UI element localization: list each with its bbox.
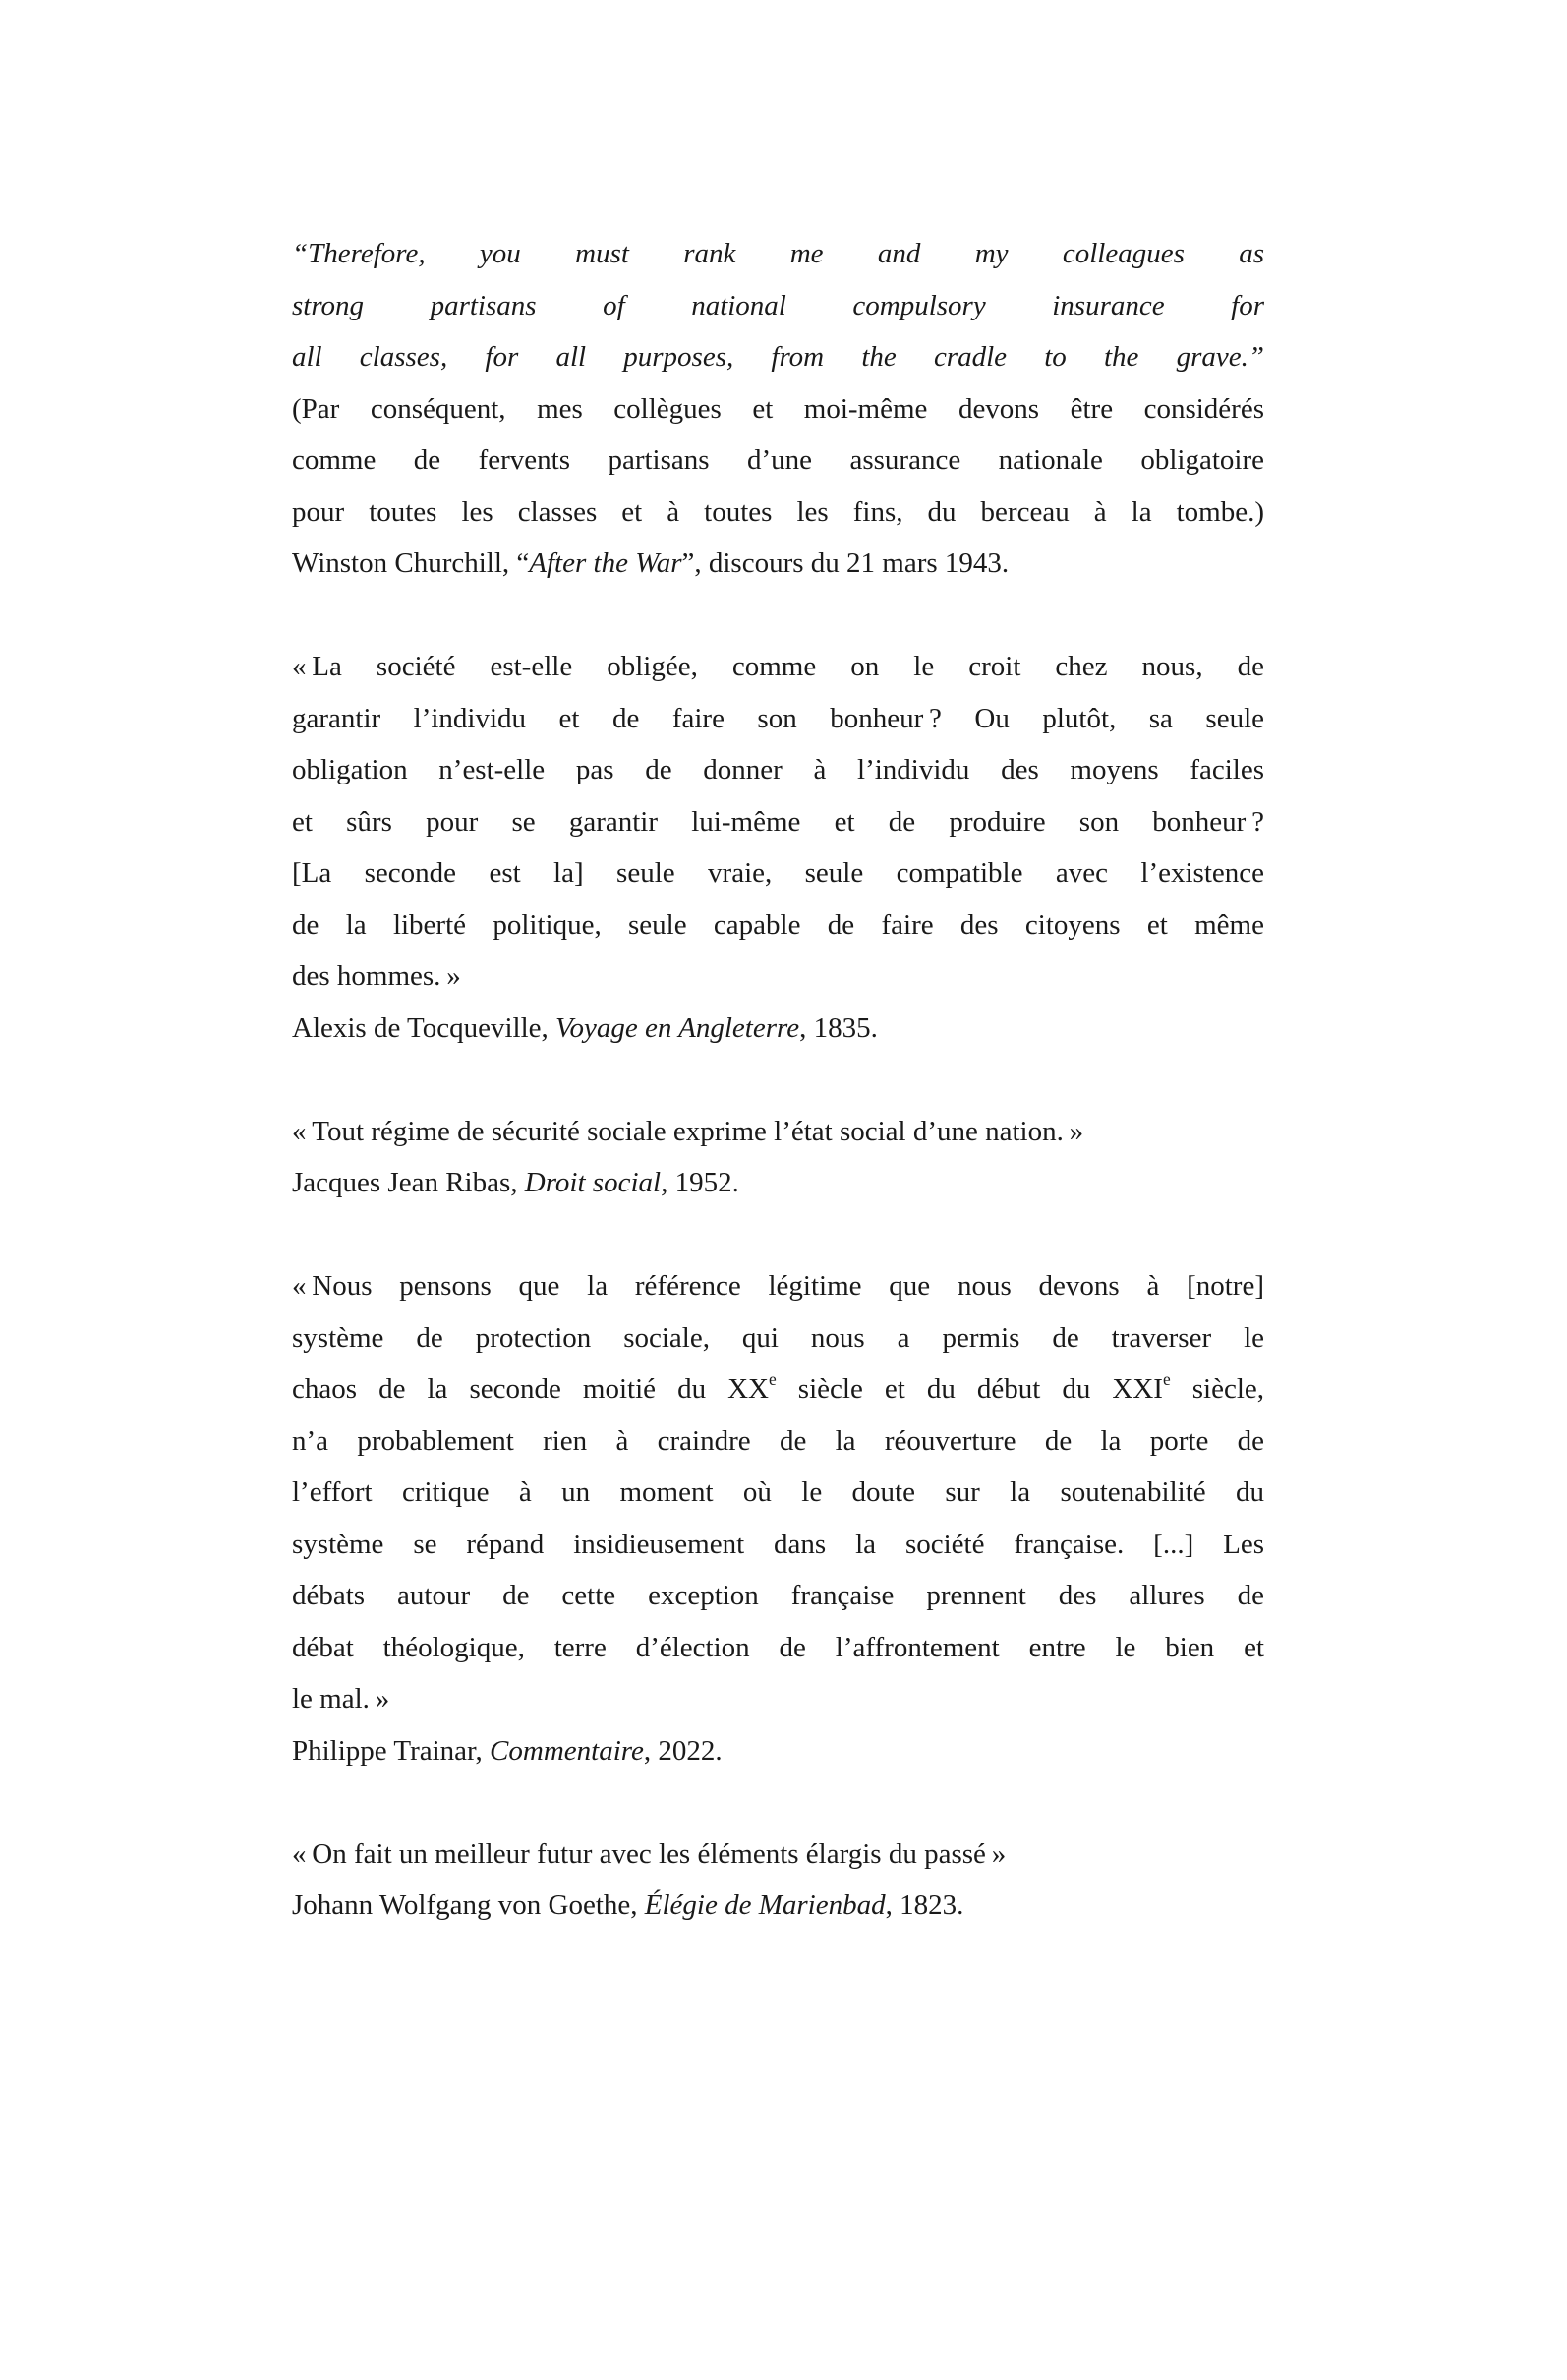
italic-text: all classes, for all purposes, from the cradle to the grave.” <box>292 341 1264 373</box>
text-segment: système de protection sociale, qui nous a permis de traverser le <box>292 1321 1264 1354</box>
text-segment: Alexis de Tocqueville, <box>292 1012 556 1044</box>
text-segment: l’effort critique à un moment où le doute sur la soutenabilité du <box>292 1477 1264 1508</box>
quote-attribution <box>292 1880 1264 1932</box>
italic-text: “Therefore, you must rank me and my colleagues as <box>292 238 1264 269</box>
quote-line <box>292 900 1264 952</box>
block-gap <box>292 1776 1264 1829</box>
epigraph-page <box>292 228 1264 1932</box>
text-segment: « On fait un meilleur futur avec les éléments élargis du passé » <box>292 1837 1007 1870</box>
quote-line <box>292 1312 1264 1364</box>
block-gap <box>292 1209 1264 1261</box>
text-segment: , 1835. <box>799 1012 878 1044</box>
quote-attribution <box>292 1725 1264 1777</box>
text-segment: Jacques Jean Ribas, <box>292 1167 525 1198</box>
italic-text: Commentaire <box>490 1734 644 1767</box>
quote-line <box>292 383 1264 435</box>
quote-line <box>292 1570 1264 1622</box>
quote-block <box>292 1106 1264 1209</box>
text-segment: siècle et du début du XXI <box>776 1373 1163 1405</box>
italic-text: Voyage en Angleterre <box>555 1012 800 1044</box>
text-segment: comme de fervents partisans d’une assurance nationale obligatoire <box>292 444 1264 476</box>
text-segment: [La seconde est la] seule vraie, seule compatible avec l’existence <box>292 857 1264 889</box>
italic-text: Droit social <box>524 1167 662 1198</box>
quote-line <box>292 487 1264 539</box>
quote-block <box>292 1260 1264 1776</box>
quote-line <box>292 847 1264 900</box>
quote-attribution <box>292 1003 1264 1055</box>
quote-line <box>292 1622 1264 1674</box>
superscript: e <box>1162 1368 1171 1389</box>
text-segment: siècle, <box>1170 1373 1264 1405</box>
quote-block <box>292 1829 1264 1932</box>
italic-text: strong partisans of national compulsory insurance for <box>292 289 1264 321</box>
text-segment: , 2022. <box>643 1734 723 1767</box>
quote-line <box>292 1364 1264 1416</box>
quote-line <box>292 1467 1264 1519</box>
quote-line <box>292 951 1264 1003</box>
text-segment: ”, discours du 21 mars 1943. <box>681 548 1010 579</box>
text-segment: « Nous pensons que la référence légitime que nous devons à [notre] <box>292 1270 1264 1302</box>
text-segment: et sûrs pour se garantir lui-même et de produire son bonheur ? <box>292 805 1264 838</box>
text-segment: , 1952. <box>661 1167 739 1198</box>
quote-attribution <box>292 538 1264 590</box>
text-segment: pour toutes les classes et à toutes les fins, du berceau à la tombe.) <box>292 495 1264 528</box>
text-segment: « Tout régime de sécurité sociale exprime l’état social d’une nation. » <box>292 1115 1084 1147</box>
text-segment: Johann Wolfgang von Goethe, <box>292 1889 645 1921</box>
text-segment: chaos de la seconde moitié du XX <box>292 1373 770 1405</box>
text-segment: , 1823. <box>885 1889 964 1921</box>
quote-line <box>292 435 1264 487</box>
quote-block <box>292 228 1264 590</box>
text-segment: système se répand insidieusement dans la société française. [...] Les <box>292 1528 1264 1560</box>
quote-line <box>292 228 1264 280</box>
text-segment: débats autour de cette exception française prennent des allures de <box>292 1580 1264 1611</box>
block-gap <box>292 1054 1264 1106</box>
text-segment: Winston Churchill, “ <box>292 548 530 579</box>
text-segment: garantir l’individu et de faire son bonheur ? Ou plutôt, sa seule <box>292 702 1264 734</box>
text-segment: « La société est-elle obligée, comme on le croit chez nous, de <box>292 651 1264 682</box>
quote-line <box>292 1673 1264 1725</box>
text-segment: obligation n’est-elle pas de donner à l’individu des moyens faciles <box>292 754 1264 785</box>
quote-line <box>292 1829 1264 1881</box>
quote-line <box>292 1519 1264 1571</box>
quote-attribution <box>292 1157 1264 1209</box>
superscript: e <box>769 1368 777 1389</box>
quote-line <box>292 796 1264 848</box>
block-gap <box>292 590 1264 642</box>
text-segment: débat théologique, terre d’élection de l’affrontement entre le bien et <box>292 1631 1264 1663</box>
text-segment: des hommes. » <box>292 960 461 992</box>
italic-text: Élégie de Marienbad <box>644 1889 886 1921</box>
text-segment: le mal. » <box>292 1683 390 1714</box>
text-segment: Philippe Trainar, <box>292 1734 491 1767</box>
text-segment: (Par conséquent, mes collègues et moi-même devons être considérés <box>292 392 1264 425</box>
quote-line <box>292 641 1264 693</box>
text-segment: n’a probablement rien à craindre de la réouverture de la porte de <box>292 1424 1264 1457</box>
quote-line <box>292 693 1264 745</box>
quote-line <box>292 1416 1264 1468</box>
italic-text: After the War <box>529 548 682 579</box>
quote-line <box>292 744 1264 796</box>
quote-line <box>292 1106 1264 1158</box>
quote-line <box>292 1260 1264 1312</box>
text-segment: de la liberté politique, seule capable de faire des citoyens et même <box>292 908 1264 941</box>
quote-line <box>292 331 1264 383</box>
quote-block <box>292 641 1264 1054</box>
quote-line <box>292 280 1264 332</box>
